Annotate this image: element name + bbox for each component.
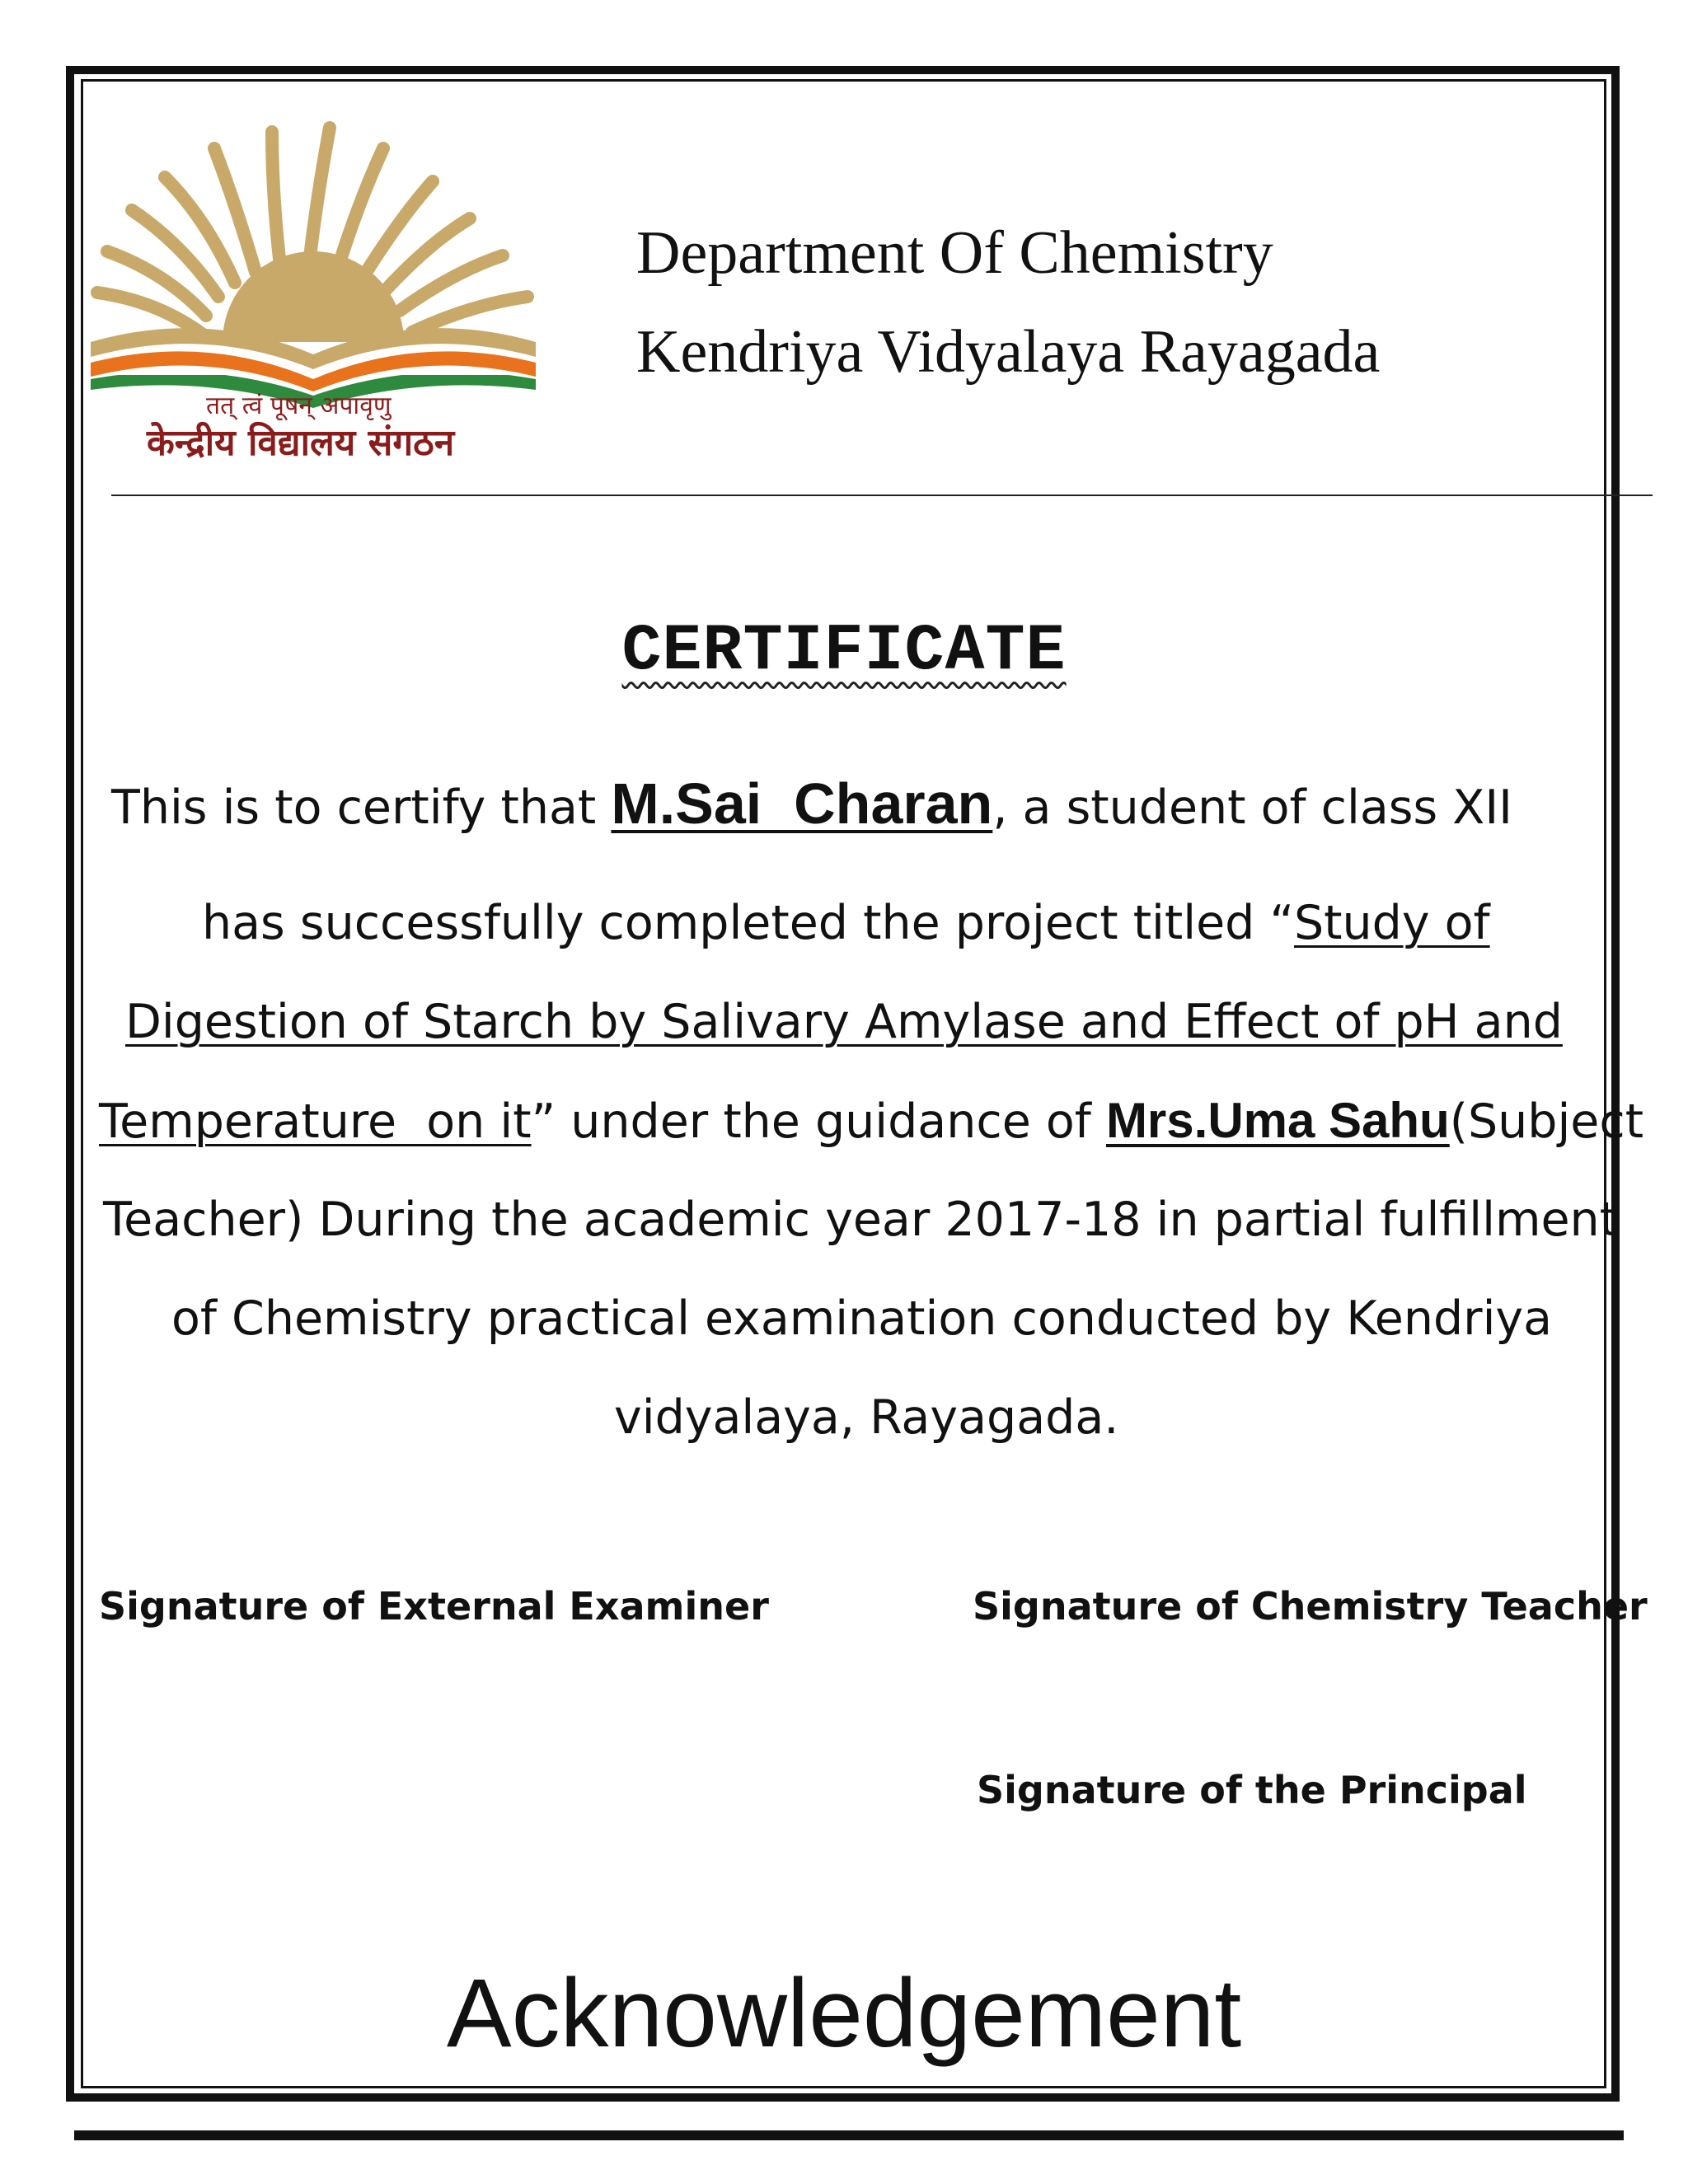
- acknowledgement-heading: Acknowledgement: [446, 1959, 1242, 2068]
- bottom-rule: [74, 2130, 1624, 2140]
- kvs-logo: [82, 95, 544, 474]
- signature-external-examiner: Signature of External Examiner: [99, 1584, 769, 1629]
- cert-line-3: [125, 993, 1642, 1051]
- project-title-part-1: Study of: [1293, 896, 1490, 950]
- rising-sun-book-icon: [82, 95, 544, 391]
- student-name: M.Sai Charan: [611, 771, 993, 836]
- line1-suffix: , a student of class XII: [992, 780, 1512, 835]
- signature-chemistry-teacher: Signature of Chemistry Teacher: [973, 1584, 1648, 1629]
- logo-motto-large: केन्द्रीय विद्यालय संगठन: [147, 422, 455, 464]
- cert-line-5: Teacher) During the academic year 2017-18 in partial fulfillment: [103, 1193, 1619, 1247]
- line2-prefix: has successfully completed the project titled “: [202, 896, 1294, 950]
- cert-line-6: of Chemistry practical examination conducted by Kendriya: [171, 1291, 1553, 1346]
- line4-suffix: (Subject: [1449, 1094, 1644, 1149]
- certificate-title: CERTIFICATE: [621, 614, 1067, 689]
- project-title-part-2: Digestion of Starch by Salivary Amylase and Effect of pH and: [125, 995, 1563, 1049]
- school-heading: Kendriya Vidyalaya Rayagada: [636, 318, 1381, 386]
- cert-line-4: [99, 1092, 1644, 1151]
- project-title-part-3: Temperature on it: [99, 1094, 532, 1149]
- cert-line-2: [202, 894, 1688, 952]
- line1-prefix: This is to certify that: [111, 780, 612, 835]
- guide-name: Mrs.Uma Sahu: [1105, 1093, 1450, 1148]
- header-divider: [111, 494, 1653, 496]
- logo-motto-small: तत् त्वं पूषन् अपावृणु: [206, 391, 392, 420]
- signature-principal: Signature of the Principal: [977, 1768, 1527, 1812]
- line4-mid: ” under the guidance of: [531, 1094, 1106, 1149]
- cert-line-7: vidyalaya, Rayagada.: [614, 1390, 1119, 1445]
- cert-line-1: [111, 771, 1628, 837]
- department-heading: Department Of Chemistry: [636, 219, 1273, 287]
